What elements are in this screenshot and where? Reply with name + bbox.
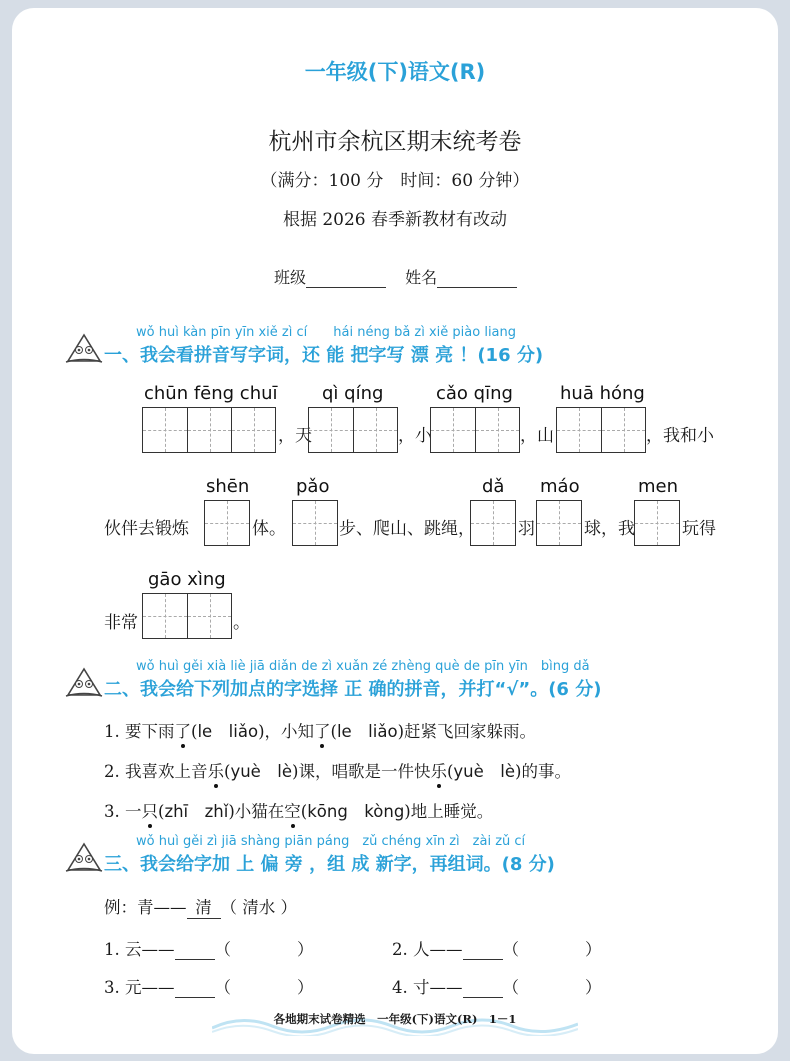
row2-text-3: 羽 [518, 519, 535, 539]
writing-grid[interactable] [430, 407, 520, 453]
writing-grid[interactable] [204, 500, 250, 546]
item-row: 4. 寸—— （ ） [392, 978, 602, 997]
item-row: 2. 人—— （ ） [392, 940, 602, 959]
row2-text-5: 玩得 [682, 519, 716, 539]
row1-text-4: ，我和小 [646, 426, 714, 446]
section2-pinyin: wǒ huì gěi xià liè jiā diǎn de zì xuǎn zé zhèng què de pīn yīn bìng dǎ [136, 659, 590, 674]
section1-pinyin: wǒ huì kàn pīn yīn xiě zì cí hái néng bǎ zì xiě piào liang [136, 325, 517, 340]
exam-paper [12, 8, 778, 1054]
example-answer: 清 [187, 894, 221, 919]
exam-title: 杭州市余杭区期末统考卷 [268, 129, 522, 155]
section1-title: 一、我会看拼音写字词，还 能 把字写 漂 亮 ！(16 分) [104, 345, 544, 366]
section3-pinyin: wǒ huì gěi zì jiā shàng piān páng zǔ chéng xīn zì zài zǔ cí [136, 834, 526, 849]
row1-pinyin-3: cǎo qīng [436, 383, 513, 404]
answer-blank[interactable] [463, 983, 503, 998]
writing-grid[interactable] [308, 407, 398, 453]
row3-text-1: 。 [233, 613, 250, 633]
writing-grid[interactable] [142, 593, 232, 639]
row2-pinyin-3: dǎ [482, 476, 505, 497]
row2-pinyin-1: shēn [206, 476, 250, 497]
question-2-1: 1. 要下雨了(le liǎo)，小知了(le liǎo)赶紧飞回家躲雨。 [104, 718, 536, 742]
writing-grid[interactable] [536, 500, 582, 546]
row1-pinyin-4: huā hóng [560, 383, 645, 404]
row2-text-0: 伙伴去锻炼 [104, 519, 189, 539]
row2-pinyin-5: men [638, 476, 679, 497]
student-info [274, 265, 517, 288]
name-field[interactable] [437, 271, 517, 288]
row1-text-3: ，山 [520, 426, 554, 446]
row2-text-4: 球，我 [584, 519, 635, 539]
name-label: 姓名 [405, 268, 438, 287]
section3-title: 三、我会给字加 上 偏 旁 ，组 成 新字，再组词。(8 分) [104, 854, 555, 875]
writing-grid[interactable] [292, 500, 338, 546]
row2-text-1: 体。 [252, 519, 286, 539]
writing-grid[interactable] [470, 500, 516, 546]
row3-text-0: 非常 [104, 613, 138, 633]
section2-title: 二、我会给下列加点的字选择 正 确的拼音，并打“√”。(6 分) [104, 679, 602, 700]
edition-note: 根据 2026 春季新教材有改动 [282, 210, 508, 230]
answer-blank[interactable] [463, 945, 503, 960]
score-time: （满分：100 分 时间：60 分钟） [260, 171, 530, 191]
writing-grid[interactable] [142, 407, 276, 453]
row2-pinyin-2: pǎo [296, 476, 330, 497]
writing-grid[interactable] [634, 500, 680, 546]
class-label: 班级 [274, 268, 307, 287]
example-row: 例：青—— 清 （ 清水 ） [104, 894, 297, 919]
owl-icon [64, 665, 104, 699]
owl-icon [64, 331, 104, 365]
writing-grid[interactable] [556, 407, 646, 453]
row1-text-1: ，天 [278, 426, 312, 446]
row2-text-2: 步、爬山、跳绳， [339, 519, 475, 539]
row3-pinyin-1: gāo xìng [148, 569, 226, 590]
row1-text-2: ，小 [398, 426, 432, 446]
row2-pinyin-4: máo [540, 476, 580, 497]
item-row: 1. 云—— （ ） [104, 940, 314, 959]
class-field[interactable] [306, 271, 386, 288]
question-2-3: 3. 一只(zhī zhǐ)小猫在空(kōng kòng)地上睡觉。 [104, 798, 493, 822]
owl-icon [64, 840, 104, 874]
answer-blank[interactable] [175, 983, 215, 998]
row1-pinyin-2: qì qíng [322, 383, 384, 404]
grade-title: 一年级(下)语文(R) [304, 60, 486, 84]
footer: 各地期末试卷精选 一年级(下)语文(R) 1－1 [273, 1012, 517, 1026]
item-row: 3. 元—— （ ） [104, 978, 314, 997]
question-2-2: 2. 我喜欢上音乐(yuè lè)课，唱歌是一件快乐(yuè lè)的事。 [104, 758, 571, 782]
answer-blank[interactable] [175, 945, 215, 960]
row1-pinyin-1: chūn fēng chuī [144, 383, 278, 404]
